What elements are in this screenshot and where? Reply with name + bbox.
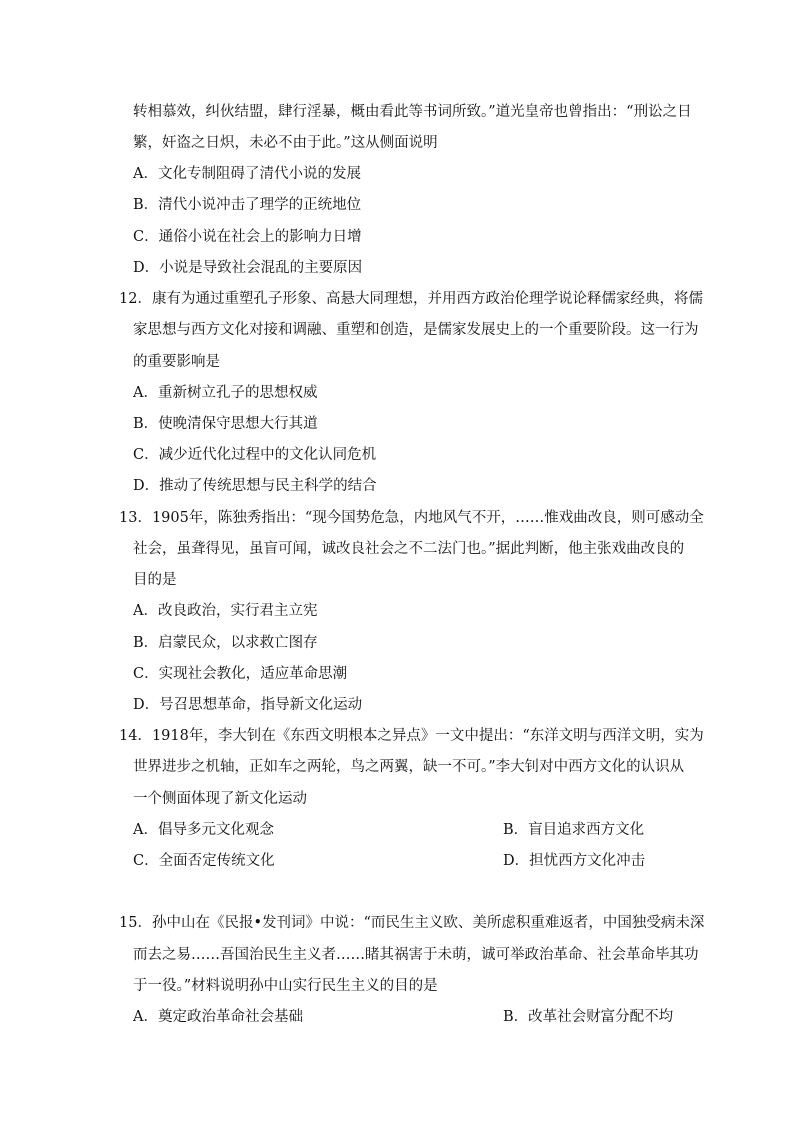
q11-option-a: A．文化专制阻碍了清代小说的发展 (133, 166, 361, 182)
q14-stem-line-2: 世界进步之机轴，正如车之两轮，鸟之两翼，缺一不可。”李大钊对中西方文化的认识从 (133, 759, 685, 775)
q12-option-a: A．重新树立孔子的思想权威 (133, 385, 318, 401)
q15-stem-line-3: 于一役。”材料说明孙中山实行民生主义的目的是 (133, 978, 438, 994)
q14-option-a: A．倡导多元文化观念 (133, 822, 274, 838)
q11-option-c: C．通俗小说在社会上的影响力日增 (133, 229, 362, 245)
q14-option-row-1 (133, 821, 645, 839)
q14-option-c: C．全面否定传统文化 (133, 853, 275, 869)
q11-stem-line-1: 转相慕效，纠伙结盟，肆行淫暴，概由看此等书词所致。”道光皇帝也曾指出：“刑讼之日 (133, 104, 692, 120)
q13-option-c: C．实现社会教化，适应革命思潮 (133, 666, 348, 682)
q12-option-d: D．推动了传统思想与民主科学的结合 (133, 478, 377, 494)
q15-option-a: A．奠定政治革命社会基础 (133, 1009, 303, 1025)
q12-stem-line-2: 家思想与西方文化对接和调融、重塑和创造，是儒家发展史上的一个重要阶段。这一行为 (133, 322, 699, 338)
q12-option-b: B．使晚清保守思想大行其道 (133, 416, 318, 432)
q12-stem-line-1: 12．康有为通过重塑孔子形象、高悬大同理想，并用西方政治伦理学说论释儒家经典，将儒 (119, 291, 703, 307)
q13-stem-line-1: 13．1905年，陈独秀指出：“现今国势危急，内地风气不开，……惟戏曲改良，则可感动全 (119, 510, 704, 526)
q14-option-b: B．盲目追求西方文化 (503, 822, 645, 838)
q14-stem-line-3: 一个侧面体现了新文化运动 (133, 791, 307, 807)
q15-stem-line-2: 而去之易……吾国治民生主义者……睹其祸害于未萌，诚可举政治革命、社会革命毕其功 (133, 947, 699, 963)
q13-option-d: D．号召思想革命，指导新文化运动 (133, 697, 363, 713)
q14-option-row-2 (133, 852, 646, 870)
q11-stem-line-2: 繁，奸盗之日炽，未必不由于此。”这从侧面说明 (133, 135, 438, 151)
q15-option-row-1 (133, 1008, 674, 1026)
q13-stem-line-3: 目的是 (133, 572, 177, 588)
q15-option-b: B．改革社会财富分配不均 (503, 1009, 674, 1025)
q14-stem-line-1: 14．1918年，李大钊在《东西文明根本之异点》一文中提出：“东洋文明与西洋文明，实为 (119, 728, 704, 744)
q12-option-c: C．减少近代化过程中的文化认同危机 (133, 447, 377, 463)
q12-stem-line-3: 的重要影响是 (133, 354, 220, 370)
q13-stem-line-2: 社会，虽聋得见，虽盲可闻，诚改良社会之不二法门也。”据此判断，他主张戏曲改良的 (133, 541, 685, 557)
q11-option-b: B．清代小说冲击了理学的正统地位 (133, 197, 362, 213)
q14-option-d: D．担忧西方文化冲击 (503, 853, 646, 869)
q13-option-b: B．启蒙民众，以求救亡图存 (133, 635, 318, 651)
q15-stem-line-1: 15．孙中山在《民报•发刊词》中说：“而民生主义欧、美所虑积重难返者，中国独受病未深 (119, 915, 705, 931)
q13-option-a: A．改良政治，实行君主立宪 (133, 603, 318, 619)
q11-option-d: D．小说是导致社会混乱的主要原因 (133, 260, 363, 276)
